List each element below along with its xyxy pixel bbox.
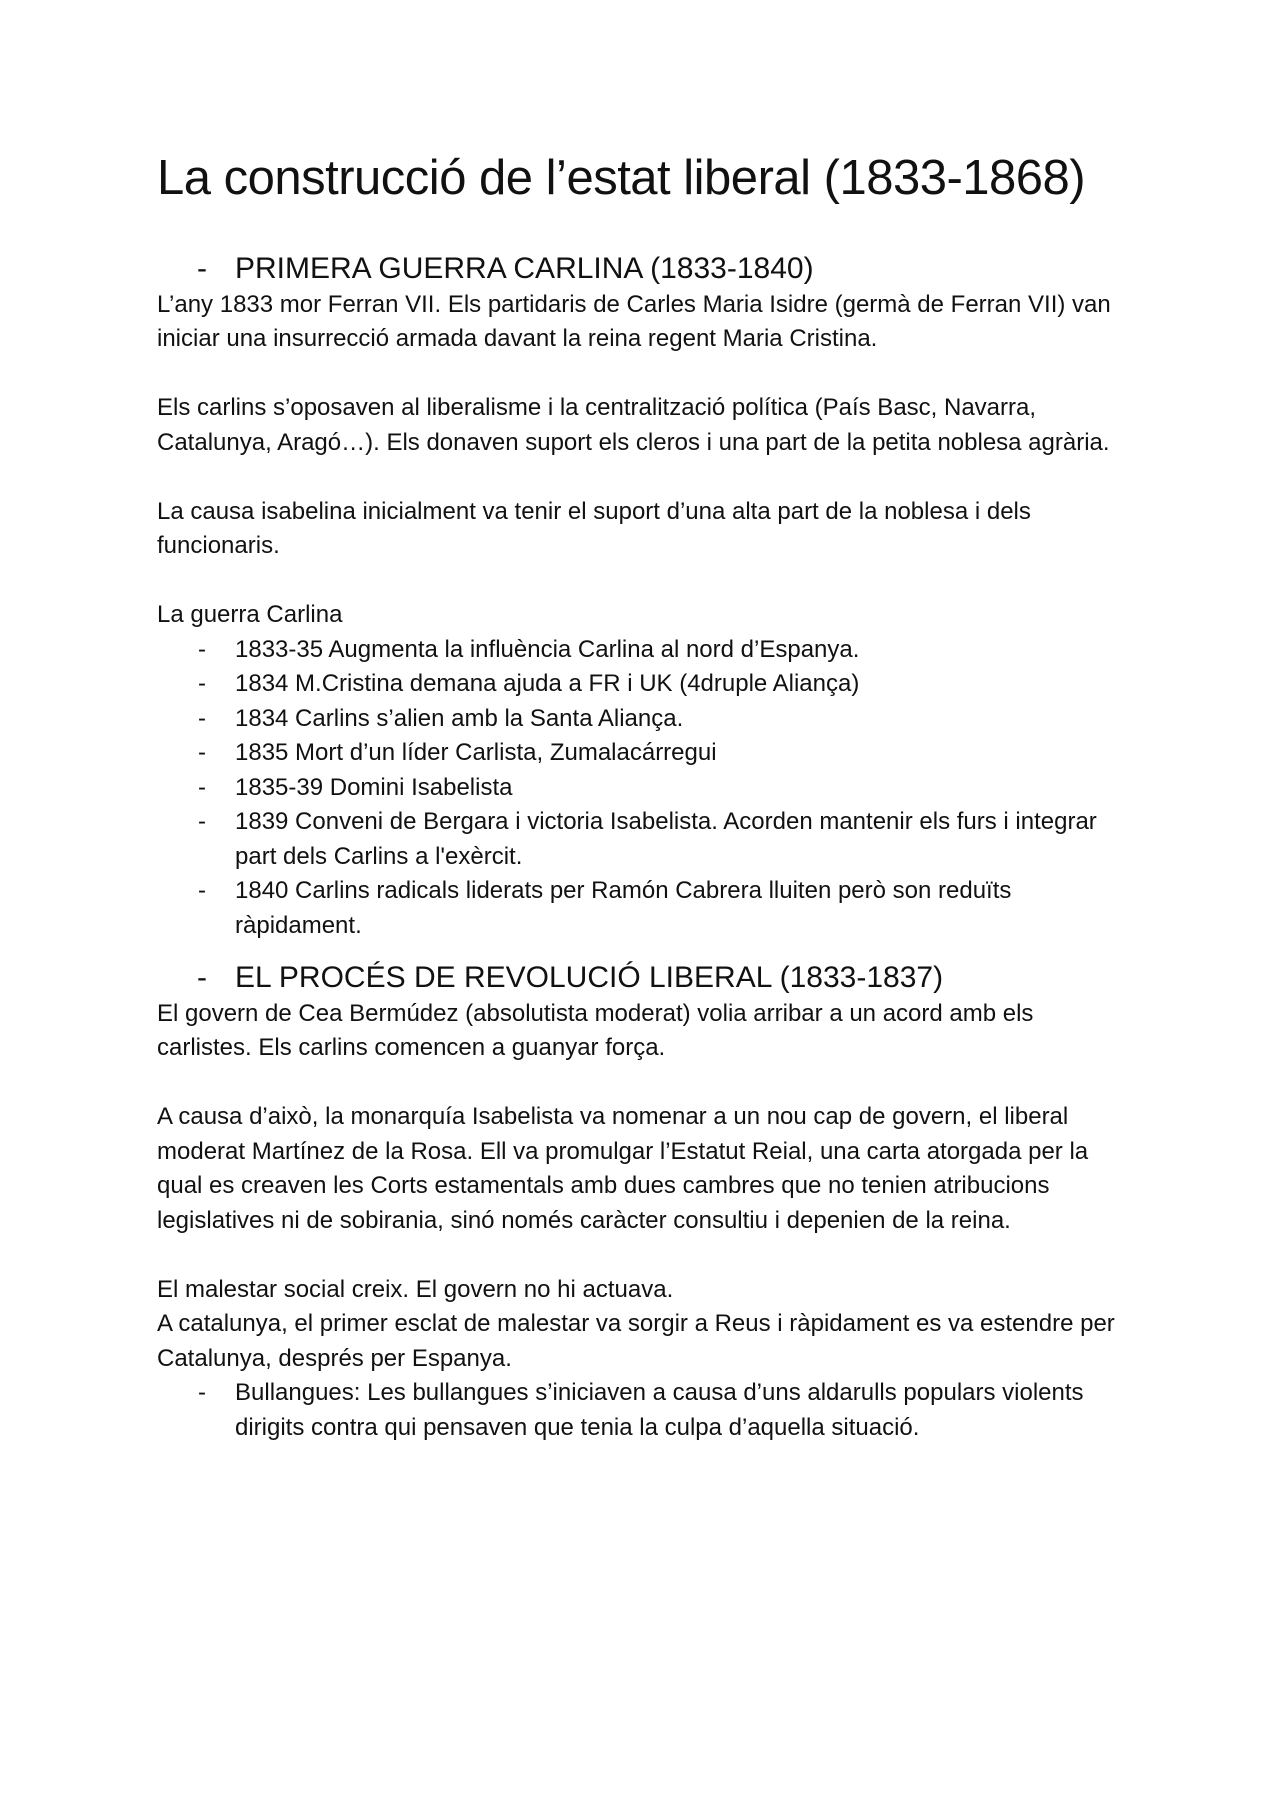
timeline-list (157, 633, 1120, 944)
dash-bullet: - (198, 704, 206, 732)
paragraph: La causa isabelina inicialment va tenir el suport d’una alta part de la noblesa i dels funcionaris. (157, 497, 1031, 560)
list-item: - 1834 M.Cristina demana ajuda a FR i UK (4druple Aliança) (157, 667, 1120, 702)
paragraph: El govern de Cea Bermúdez (absolutista moderat) volia arribar a un acord amb els carlistes. Els carlins comencen a guanyar força. (157, 999, 1034, 1062)
paragraph: El malestar social creix. El govern no hi actuava. (157, 1275, 674, 1303)
dash-bullet: - (198, 635, 206, 663)
paragraph: A causa d’això, la monarquía Isabelista va nomenar a un nou cap de govern, el liberal moderat Martínez de la Rosa. Ell va promulgar l’Estatut Reial, una carta atorgada per la qual es creaven les Corts estamentals amb dues cambres que no tenien atribucions legislatives ni de sobirania, sinó només caràcter consultiu i depenien de la reina. (157, 1103, 1089, 1234)
paragraph: L’any 1833 mor Ferran VII. Els partidaris de Carles Maria Isidre (germà de Ferran VII) van iniciar una insurrecció armada davant la reina regent Maria Cristina. (157, 290, 1111, 353)
dash-bullet: - (197, 961, 207, 995)
paragraph: Els carlins s’oposaven al liberalisme i la centralització política (País Basc, Navarra, Catalunya, Aragó…). Els donaven suport els cleros i una part de la petita noblesa agrària. (157, 394, 1110, 456)
page-title: La construcció de l’estat liberal (1833-1868) (157, 151, 1086, 205)
list-item: - 1840 Carlins radicals liderats per Ramón Cabrera lluiten però son reduïts ràpidament. (157, 874, 1120, 943)
bullangues-list (157, 1376, 1120, 1445)
list-item: - 1835 Mort d’un líder Carlista, Zumalacárregui (157, 736, 1120, 771)
section-heading-text: PRIMERA GUERRA CARLINA (1833-1840) (235, 252, 814, 286)
list-item: - 1833-35 Augmenta la influència Carlina al nord d’Espanya. (157, 633, 1120, 668)
section-heading-proces-revolucio-liberal (157, 959, 1120, 997)
list-item: - 1839 Conveni de Bergara i victoria Isabelista. Acorden mantenir els furs i integrar part dels Carlins a l'exèrcit. (157, 805, 1120, 874)
dash-bullet: - (198, 877, 206, 905)
dash-bullet: - (198, 773, 206, 801)
paragraph: A catalunya, el primer esclat de malestar va sorgir a Reus i ràpidament es va estendre per Catalunya, després per Espanya. (157, 1310, 1115, 1372)
list-intro: La guerra Carlina (157, 601, 343, 629)
list-item: - 1834 Carlins s’alien amb la Santa Aliança. (157, 702, 1120, 737)
list-item: - Bullangues: Les bullangues s’iniciaven a causa d’uns aldarulls populars violents dirigits contra qui pensaven que tenia la culpa d’aquella situació. (157, 1376, 1120, 1445)
list-item: - 1835-39 Domini Isabelista (157, 771, 1120, 806)
section-heading-text: EL PROCÉS DE REVOLUCIÓ LIBERAL (1833-1837) (235, 961, 944, 995)
dash-bullet: - (198, 1379, 206, 1407)
dash-bullet: - (198, 739, 206, 767)
dash-bullet: - (197, 252, 207, 286)
dash-bullet: - (198, 670, 206, 698)
dash-bullet: - (198, 808, 206, 836)
section-heading-primera-guerra-carlina (157, 250, 1120, 288)
